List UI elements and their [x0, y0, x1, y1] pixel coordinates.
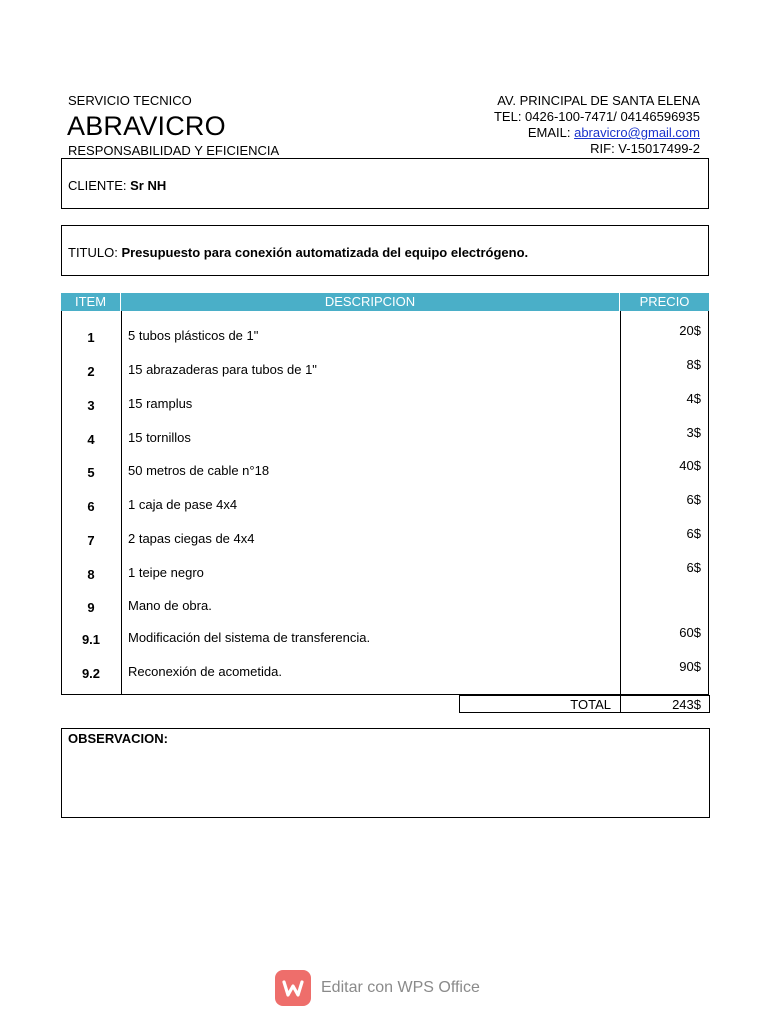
row-item-number: 1	[87, 330, 95, 345]
row-description: 2 tapas ciegas de 4x4	[128, 531, 255, 546]
row-description: 15 tornillos	[128, 430, 191, 445]
row-item-number: 2	[87, 364, 95, 379]
table-row	[61, 357, 709, 380]
header-description: DESCRIPCION	[121, 293, 620, 311]
edit-with-wps-label: Editar con WPS Office	[321, 979, 480, 996]
table-row	[61, 596, 709, 616]
row-price: 90$	[679, 659, 701, 674]
title-label: TITULO:	[68, 245, 122, 260]
row-item-number: 5	[87, 465, 95, 480]
edit-with-wps-button[interactable]	[275, 970, 495, 1008]
row-item-number: 9	[87, 600, 95, 615]
table-row	[61, 391, 709, 414]
total-box	[459, 695, 710, 713]
table-row	[61, 560, 709, 583]
client-value: Sr NH	[130, 178, 167, 193]
title-value: Presupuesto para conexión automatizada del equipo electrógeno.	[121, 245, 529, 260]
row-item-number: 6	[87, 499, 95, 514]
service-subtitle: SERVICIO TECNICO	[68, 93, 192, 108]
table-row	[61, 526, 709, 549]
row-item-number: 7	[87, 533, 95, 548]
row-item-number: 4	[87, 432, 95, 447]
header-price: PRECIO	[639, 294, 690, 309]
wps-logo-icon	[275, 970, 311, 1006]
row-price: 6$	[686, 560, 701, 575]
rif: RIF: V-15017499-2	[590, 141, 700, 156]
total-value: 243$	[672, 697, 701, 712]
observation-label: OBSERVACION:	[68, 731, 168, 746]
row-description: 15 abrazaderas para tubos de 1"	[128, 362, 317, 377]
observation-box	[61, 728, 710, 818]
total-label: TOTAL	[570, 697, 611, 712]
row-price: 6$	[686, 526, 701, 541]
row-description: 5 tubos plásticos de 1"	[128, 328, 259, 343]
client-label: CLIENTE:	[68, 178, 131, 193]
row-description: 1 teipe negro	[128, 565, 204, 580]
table-header	[61, 293, 709, 311]
row-description: 15 ramplus	[128, 396, 193, 411]
company-slogan: RESPONSABILIDAD Y EFICIENCIA	[68, 143, 280, 158]
row-item-number: 9.1	[81, 632, 101, 647]
row-price: 3$	[686, 425, 701, 440]
address: AV. PRINCIPAL DE SANTA ELENA	[497, 93, 700, 108]
table-row	[61, 625, 709, 648]
email-line	[494, 125, 700, 141]
email-label: EMAIL:	[527, 125, 575, 140]
row-item-number: 9.2	[81, 666, 101, 681]
row-price: 60$	[679, 625, 701, 640]
row-description: 1 caja de pase 4x4	[128, 497, 238, 512]
client-box	[61, 158, 709, 209]
row-price: 40$	[679, 458, 701, 473]
table-row	[61, 659, 709, 682]
row-price: 8$	[686, 357, 701, 372]
title-box	[61, 225, 709, 276]
row-description: Mano de obra.	[128, 598, 212, 613]
contact-block	[494, 93, 700, 157]
row-description: Modificación del sistema de transferencia.	[128, 630, 371, 645]
email-link[interactable]: abravicro@gmail.com	[574, 125, 700, 140]
row-price: 6$	[686, 492, 701, 507]
table-row	[61, 458, 709, 481]
table-row	[61, 323, 709, 346]
row-item-number: 8	[87, 567, 95, 582]
company-name: ABRAVICRO	[67, 111, 226, 141]
row-price: 20$	[679, 323, 701, 338]
row-item-number: 3	[87, 398, 95, 413]
row-price: 4$	[686, 391, 701, 406]
row-description: 50 metros de cable n°18	[128, 463, 270, 478]
header-item: ITEM	[61, 293, 121, 311]
table-row	[61, 492, 709, 515]
phone: TEL: 0426-100-7471/ 04146596935	[493, 109, 700, 124]
table-row	[61, 425, 709, 448]
row-description: Reconexión de acometida.	[128, 664, 282, 679]
